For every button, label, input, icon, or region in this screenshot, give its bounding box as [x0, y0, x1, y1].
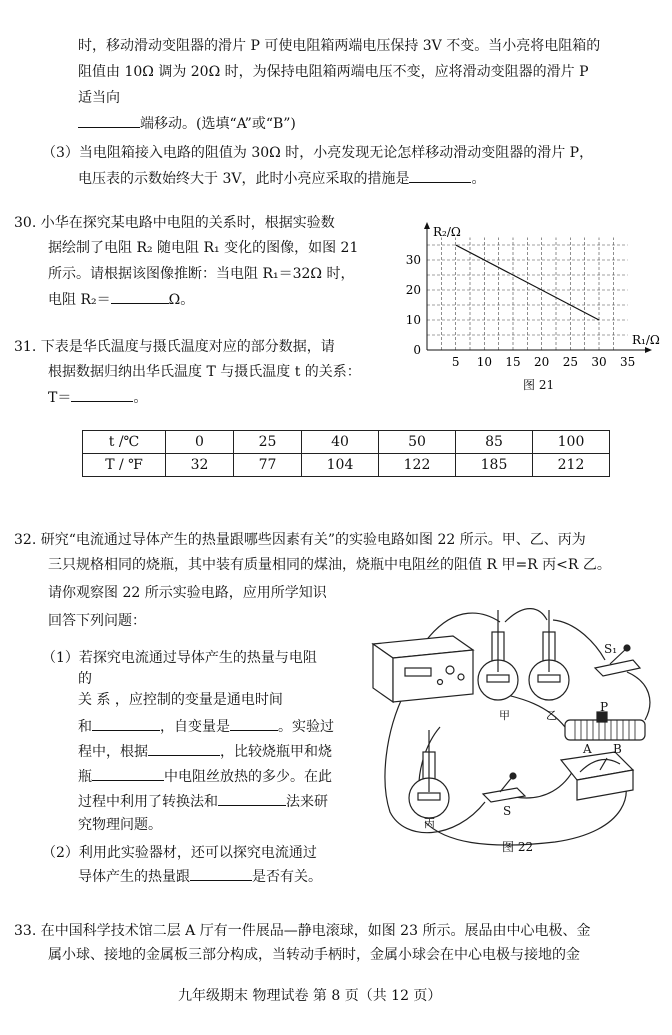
x-tick-label: 20 — [534, 355, 550, 369]
label-s1: S₁ — [604, 642, 618, 656]
chart-ticks — [406, 253, 636, 369]
q32-s1-l4 — [78, 716, 334, 737]
ammeter — [561, 752, 633, 800]
table-cell: 40 — [302, 431, 379, 454]
circuit-diagram — [365, 602, 665, 852]
q32-s1-l4-a: 和 — [78, 719, 92, 735]
answer-blank[interactable] — [409, 168, 471, 183]
resistance-chart — [405, 212, 667, 398]
q32-s1-l7 — [78, 791, 328, 812]
q32-s1-l3: 关 系 ，应控制的变量是通电时间 — [78, 692, 283, 708]
q32-s1-l5 — [78, 741, 332, 762]
chart-grid — [427, 238, 628, 351]
label-jia: 甲 — [499, 709, 510, 722]
table-cell: 104 — [302, 454, 379, 477]
x-tick-label: 25 — [562, 355, 578, 369]
table-cell: 0 — [166, 431, 234, 454]
table-cell: 25 — [234, 431, 302, 454]
answer-blank[interactable] — [92, 716, 160, 731]
switch-s1 — [595, 645, 640, 676]
q32-line1: 32. 研究“电流通过导体产生的热量跟哪些因素有关”的实验电路如图 22 所示。甲、乙、丙为 — [14, 532, 586, 548]
q30-line4-prefix: 电阻 R₂＝ — [48, 292, 111, 308]
answer-blank[interactable] — [218, 791, 286, 806]
y-tick-label: 20 — [405, 283, 421, 297]
q32-s1-l4-c: 。实验过 — [278, 719, 334, 735]
q32-s1-l1: （1）若探究电流通过导体产生的热量与电阻 — [42, 650, 317, 666]
table-cell: 50 — [379, 431, 456, 454]
table-cell: 77 — [234, 454, 302, 477]
q32-s1-l5-b: ，比较烧瓶甲和烧 — [220, 744, 332, 760]
q32-s1-l6-a: 瓶 — [78, 769, 92, 785]
table-cell: 85 — [456, 431, 533, 454]
label-yi: 乙 — [546, 709, 557, 722]
q32-s1-l8: 究物理问题。 — [78, 817, 162, 833]
answer-blank[interactable] — [190, 866, 252, 881]
x-tick-label: 35 — [620, 355, 636, 369]
answer-blank[interactable] — [230, 716, 278, 731]
q30-line2: 据绘制了电阻 R₂ 随电阻 R₁ 变化的图像，如图 21 — [48, 240, 359, 256]
q32-s1-l6 — [78, 766, 332, 787]
q32-s2-l2 — [78, 866, 322, 887]
q32-line4: 回答下列问题： — [48, 613, 146, 629]
q29-sub3-line2-text: 电压表的示数始终大于 3V，此时小亮应采取的措施是 — [78, 171, 410, 187]
x-tick-label: 10 — [476, 355, 492, 369]
q32-s1-l7-a: 过程中利用了转换法和 — [78, 794, 218, 810]
q31-line3 — [48, 387, 147, 408]
table-cell: 212 — [533, 454, 610, 477]
power-supply — [373, 636, 473, 702]
q32-s1-l2: 的 — [78, 671, 92, 687]
table-cell: 185 — [456, 454, 533, 477]
page-footer: 九年级期末 物理试卷 第 8 页（共 12 页） — [178, 988, 442, 1004]
x-axis-label: R₁/Ω — [632, 333, 660, 347]
x-axis-arrow — [645, 347, 652, 353]
q29-line2: 阻值由 10Ω 调为 20Ω 时，为保持电阻箱两端电压不变，应将滑动变阻器的滑片 P — [78, 64, 589, 80]
q30-line3: 所示。请根据该图像推断：当电阻 R₁＝32Ω 时， — [48, 266, 355, 282]
table-cell: 100 — [533, 431, 610, 454]
table-row — [83, 454, 610, 477]
q30-line4 — [48, 289, 194, 310]
table-cell: 32 — [166, 454, 234, 477]
answer-blank[interactable] — [92, 766, 164, 781]
q32-s1-l5-a: 程中，根据 — [78, 744, 148, 760]
table-cell: 122 — [379, 454, 456, 477]
y-tick-label: 10 — [405, 313, 421, 327]
label-b: B — [613, 742, 622, 756]
q30-line1: 30. 小华在探究某电路中电阻的关系时，根据实验数 — [14, 215, 335, 231]
label-bing: 丙 — [424, 817, 435, 830]
q33-line2: 属小球、接地的金属板三部分构成，当转动手柄时，金属小球会在中心电极与接地的金 — [48, 947, 580, 963]
q31-line3-suffix: 。 — [133, 390, 148, 406]
q29-sub3-line2-end: 。 — [471, 171, 486, 187]
q32-line2: 三只规格相同的烧瓶，其中装有质量相同的煤油，烧瓶中电阻丝的阻值 R 甲=R 丙<R 乙。 — [48, 557, 611, 573]
switch-s — [483, 773, 525, 802]
q29-sub3-line1: （3）当电阻箱接入电路的阻值为 30Ω 时，小亮发现无论怎样移动滑动变阻器的滑片 P， — [42, 145, 594, 161]
y-tick-label: 0 — [413, 343, 421, 357]
q32-s1-l6-b: 中电阻丝放热的多少。在此 — [164, 769, 332, 785]
x-tick-label: 15 — [505, 355, 521, 369]
q31-line2: 根据数据归纳出华氏温度 T 与摄氏温度 t 的关系： — [48, 364, 361, 380]
q32-s2-l2-a: 导体产生的热量跟 — [78, 869, 190, 885]
answer-blank[interactable] — [111, 289, 169, 304]
q32-s1-l7-b: 法来研 — [286, 794, 328, 810]
x-tick-label: 5 — [451, 355, 460, 369]
q29-line4-suffix: 端移动。(选填“A”或“B”) — [140, 116, 296, 132]
flask-jia — [478, 610, 518, 700]
flask-bing — [409, 730, 449, 818]
q29-line4 — [78, 113, 296, 134]
figure-22-caption: 图 22 — [502, 840, 534, 854]
q32-s1-l4-b: ，自变量是 — [160, 719, 230, 735]
flask-yi — [529, 610, 569, 700]
q31-line3-prefix: T＝ — [48, 390, 72, 406]
figure-21-caption: 图 21 — [523, 378, 555, 392]
q29-line1: 时，移动滑动变阻器的滑片 P 可使电阻箱两端电压保持 3V 不变。当小亮将电阻箱的 — [78, 38, 601, 54]
rheostat — [565, 712, 645, 740]
q31-line1: 31. 下表是华氏温度与摄氏温度对应的部分数据，请 — [14, 339, 335, 355]
y-tick-label: 30 — [405, 253, 421, 267]
table-cell: T / ℉ — [83, 454, 166, 477]
q32-s2-l1: （2）利用此实验器材，还可以探究电流通过 — [42, 845, 317, 861]
q29-line3: 适当向 — [78, 90, 120, 106]
label-p: P — [600, 700, 609, 714]
temperature-table — [82, 430, 610, 477]
answer-blank[interactable] — [148, 741, 220, 756]
q32-line3: 请你观察图 22 所示实验电路，应用所学知识 — [48, 585, 327, 601]
table-row — [83, 431, 610, 454]
label-a: A — [583, 742, 592, 756]
y-axis-arrow — [424, 222, 430, 229]
label-s: S — [503, 804, 512, 818]
q33-line1: 33. 在中国科学技术馆二层 A 厅有一件展品—静电滚球，如图 23 所示。展品由中心电极、金 — [14, 923, 591, 939]
answer-blank[interactable] — [78, 113, 140, 128]
q29-sub3-line2 — [78, 168, 485, 189]
x-tick-label: 30 — [591, 355, 607, 369]
q30-line4-suffix: Ω。 — [168, 292, 195, 308]
table-cell: t /℃ — [83, 431, 166, 454]
q32-s2-l2-b: 是否有关。 — [252, 869, 322, 885]
answer-blank[interactable] — [71, 387, 133, 402]
y-axis-label: R₂/Ω — [433, 225, 461, 239]
